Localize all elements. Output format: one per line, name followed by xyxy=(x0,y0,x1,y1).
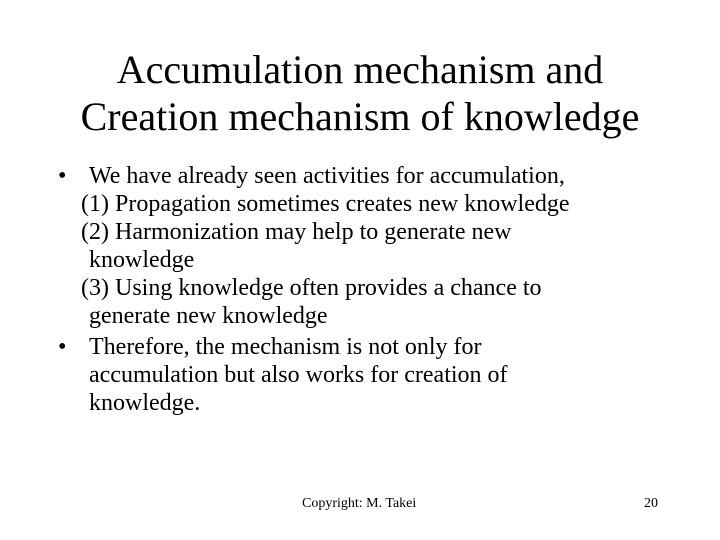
sub-item-1: (1) Propagation sometimes creates new knowledge xyxy=(81,191,570,217)
sub-item-3: (3) Using knowledge often provides a chance to xyxy=(81,275,542,301)
bullet-content-1 xyxy=(81,162,698,330)
bullet-text: We have already seen activities for accumulation, xyxy=(89,163,565,189)
bullet-text-line-3: knowledge. xyxy=(89,390,201,416)
sub-item-2: (2) Harmonization may help to generate new xyxy=(81,219,512,245)
page-number: 20 xyxy=(644,496,658,511)
bullet-dot-icon: • xyxy=(58,334,67,360)
sub-item-3-continuation: generate new knowledge xyxy=(89,303,328,329)
footer-copyright: Copyright: M. Takei xyxy=(302,496,417,511)
bullet-text-line-2: accumulation but also works for creation of xyxy=(89,362,508,388)
bullet-text-line-1: Therefore, the mechanism is not only for xyxy=(89,334,482,360)
bullet-item-1 xyxy=(58,162,698,330)
title-line-1: Accumulation mechanism and xyxy=(116,47,604,92)
bullet-dot-icon: • xyxy=(58,163,67,189)
slide-title xyxy=(0,46,720,140)
bullet-content-2 xyxy=(89,333,698,417)
bullet-item-2 xyxy=(58,333,698,417)
slide-body xyxy=(58,162,698,417)
sub-item-2-continuation: knowledge xyxy=(89,247,195,273)
title-line-2: Creation mechanism of knowledge xyxy=(80,94,640,139)
